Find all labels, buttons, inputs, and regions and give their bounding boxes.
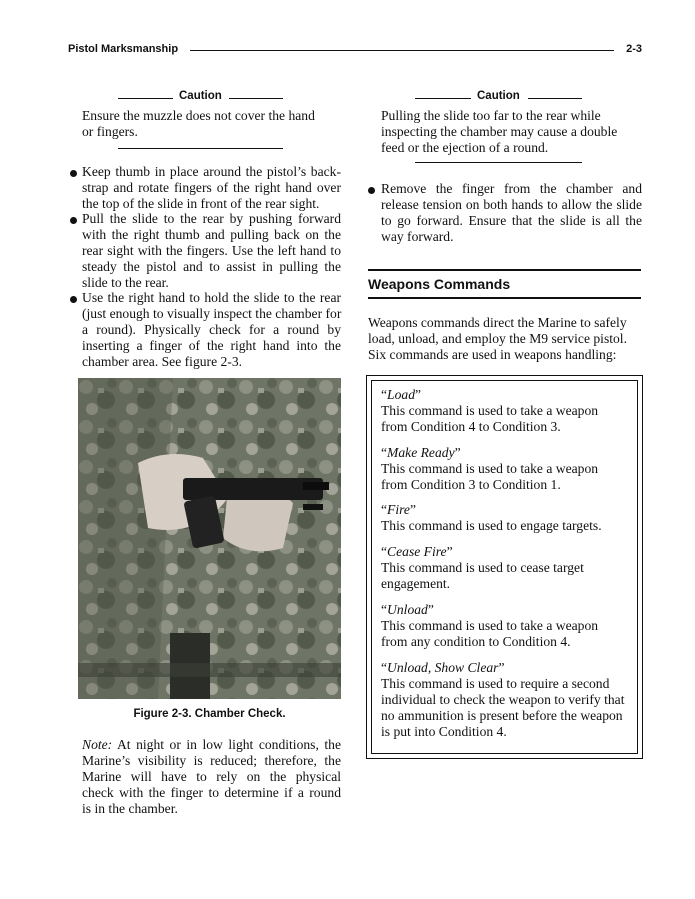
section-title: Weapons Commands [368, 276, 511, 292]
command-unload-show-clear: “Unload, Show Clear” This command is used to require a second individual to check the weapon to verify that no ammunition is present before the weapon is put into Condition 4. [381, 660, 625, 739]
right-caution-heading [415, 90, 582, 106]
page-header [68, 43, 642, 59]
section-heading [368, 269, 641, 299]
note-paragraph: Note: At night or in low light conditions, the Marine’s visibility is reduced; therefore, the Marine will have to rely on the physical check with the finger to determine if a round is in the chamber. [82, 737, 341, 816]
left-caution-end-rule [118, 148, 283, 149]
bullet-dot [368, 187, 375, 194]
command-name: Unload, Show Clear [387, 660, 499, 675]
chamber-check-illustration [78, 378, 341, 699]
bullet-item-4: Remove the finger from the chamber and release tension on both hands to allow the slide to go forward. Ensure that the slide is all the way forward. [381, 181, 642, 244]
bullet-item-2: Pull the slide to the rear by pushing forward with the right thumb and pulling back on the rear sight with the fingers. Use the left hand to steady the pistol and to assist in pulling the slide to the rear. [82, 211, 341, 290]
chamber-check-photo [78, 378, 341, 699]
bullet-dot [70, 170, 77, 177]
command-make-ready: “Make Ready” This command is used to take a weapon from Condition 3 to Condition 1. [381, 445, 599, 492]
command-cease-fire: “Cease Fire” This command is used to cease target engagement. [381, 544, 584, 591]
bullet-dot [70, 296, 77, 303]
intro-paragraph: Weapons commands direct the Marine to safely load, unload, and employ the M9 service pistol. Six commands are used in weapons handling: [368, 315, 627, 362]
caution-rule-left [415, 98, 471, 99]
caution-rule-right [528, 98, 582, 99]
command-name: Load [387, 387, 415, 402]
command-name: Cease Fire [387, 544, 447, 559]
caution-label: Caution [477, 90, 520, 102]
bullet-item-3: Use the right hand to hold the slide to the rear (just enough to visually inspect the chamber for a round). Physically check for a round by inserting a finger of the right hand into the chamber area. See figure 2-3. [82, 290, 342, 369]
page-number: 2-3 [626, 43, 642, 55]
left-caution-heading [118, 90, 283, 106]
right-caution-text: Pulling the slide too far to the rear while inspecting the chamber may cause a double feed or the ejection of a round. [381, 108, 618, 155]
right-caution-end-rule [415, 162, 582, 163]
command-name: Fire [387, 502, 410, 517]
left-caution-text: Ensure the muzzle does not cover the hand or fingers. [82, 108, 315, 139]
figure-caption: Figure 2-3. Chamber Check. [133, 708, 286, 720]
running-title: Pistol Marksmanship [68, 43, 179, 55]
command-name: Unload [387, 602, 428, 617]
bullet-item-1: Keep thumb in place around the pistol’s back- strap and rotate fingers of the right hand over the top of the slide in front of the rear sight. [82, 164, 341, 211]
command-unload: “Unload” This command is used to take a weapon from any condition to Condition 4. [381, 602, 599, 649]
caution-label: Caution [179, 90, 222, 102]
command-load: “Load” This command is used to take a weapon from Condition 4 to Condition 3. [381, 387, 599, 434]
command-fire: “Fire” This command is used to engage targets. [381, 502, 602, 533]
caution-rule-left [118, 98, 173, 99]
header-rule [190, 50, 614, 51]
note-label: Note: [82, 737, 113, 752]
bullet-dot [70, 217, 77, 224]
caution-rule-right [229, 98, 283, 99]
command-name: Make Ready [387, 445, 455, 460]
